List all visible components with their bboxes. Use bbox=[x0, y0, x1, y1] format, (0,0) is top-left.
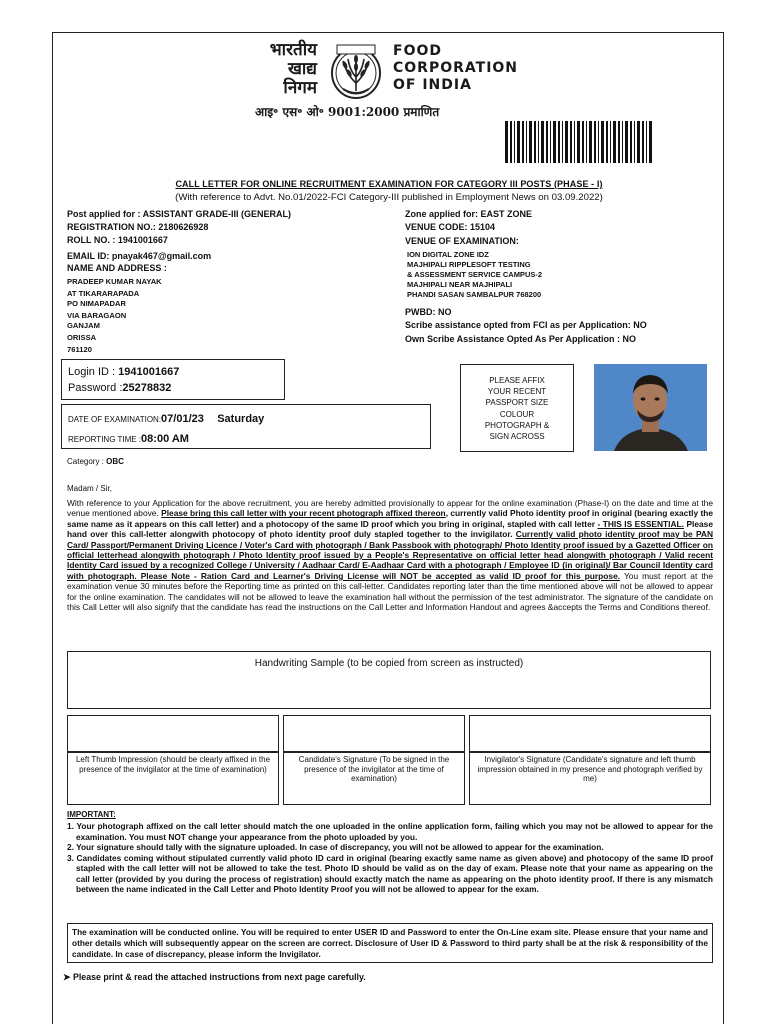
important-item: 2. Your signature should tally with the signature uploaded. In case of discrepancy, you will not be allowed to appear for the examination. bbox=[67, 842, 604, 852]
address-line: AT TIKARARAPADA bbox=[67, 289, 140, 298]
exam-date-label: DATE OF EXAMINATION: bbox=[68, 415, 162, 424]
page-title: CALL LETTER FOR ONLINE RECRUITMENT EXAMINATION FOR CATEGORY III POSTS (PHASE - I) bbox=[175, 179, 603, 189]
body-text: You must report at the examination venue 30 minutes before the Reporting time as printed on this call-letter. Candidates reporting later than the time mentioned above will not be allowed to appear for the online examination. The candidates will not be allowed to leave the examination hall without the permission of the test administrator. The signature of the candidate on this Call Letter will also signify that the candidate has read the instructions on the Call Letter and Information Handout and agrees &accepts the Terms and Conditions thereof. bbox=[67, 570, 713, 613]
barcode-bar bbox=[606, 121, 608, 163]
barcode-bar bbox=[601, 121, 604, 163]
address-line: PO NIMAPADAR bbox=[67, 299, 126, 308]
barcode-bar bbox=[634, 121, 635, 163]
barcode-bar bbox=[577, 121, 580, 163]
password-label: Password : bbox=[68, 382, 123, 394]
logo-hindi-line: खाद्य bbox=[287, 59, 317, 79]
email-id: EMAIL ID: pnayak467@gmail.com bbox=[67, 250, 212, 261]
photo-instruction-line: PASSPORT SIZE bbox=[485, 398, 549, 408]
address-line: GANJAM bbox=[67, 321, 100, 330]
logo-hindi-text bbox=[237, 41, 317, 98]
barcode-bar bbox=[637, 121, 640, 163]
arrow-right-icon: ➤ bbox=[63, 972, 71, 982]
photo-instruction-line: PLEASE AFFIX bbox=[489, 376, 545, 385]
barcode-bar bbox=[529, 121, 532, 163]
logo-english-line: FOOD bbox=[393, 43, 442, 59]
barcode-bar bbox=[646, 121, 647, 163]
barcode-bar bbox=[538, 121, 539, 163]
invigilator-signature-box bbox=[469, 715, 711, 752]
candidate-address bbox=[67, 277, 162, 355]
important-item: 3. Candidates coming without stipulated currently valid photo ID card in original (bearing exactly same name as given above) and photocopy of the same ID proof stapled with the call letter will not be allowed to take the test. Photo ID should be valid as on the day of exam. Please note that your name as appearing on the call letter (provided by you during the process of registration) should exactly match the name as appearing on the photo identity proof. If there is any mismatch between the name indicated in the Call Letter and Photo Identity Proof you will not be allowed to appear for the exam. bbox=[67, 852, 713, 894]
barcode-bar bbox=[510, 121, 512, 163]
barcode-bar bbox=[546, 121, 548, 163]
exam-day: Saturday bbox=[217, 413, 265, 425]
address-line: VIA BARAGAON bbox=[67, 311, 127, 320]
post-applied: Post applied for : ASSISTANT GRADE-III (GENERAL) bbox=[67, 209, 292, 219]
exam-date-value: 07/01/23 bbox=[161, 413, 204, 425]
important-label: IMPORTANT: bbox=[67, 810, 116, 819]
venue-line: MAJHIPALI RIPPLESOFT TESTING bbox=[407, 260, 531, 269]
candidate-signature-box bbox=[283, 715, 465, 752]
scribe-details bbox=[405, 306, 647, 346]
venue-line: MAJHIPALI NEAR MAJHIPALI bbox=[407, 280, 513, 289]
barcode-bar bbox=[562, 121, 563, 163]
barcode-bar bbox=[541, 121, 544, 163]
scribe-fci: Scribe assistance opted from FCI as per Application: NO bbox=[405, 320, 647, 330]
important-item: 1. Your photograph affixed on the call letter should match the one uploaded in the online application form, failing which you may not be allowed to appear for the examination. You must NOT change your appearance from the photo uploaded by you. bbox=[67, 821, 713, 842]
category bbox=[67, 457, 124, 466]
fci-emblem-icon bbox=[325, 43, 387, 101]
barcode-bar bbox=[649, 121, 652, 163]
barcode-bar bbox=[598, 121, 599, 163]
barcode-bar bbox=[594, 121, 596, 163]
barcode-bar bbox=[625, 121, 628, 163]
venue-address bbox=[407, 250, 542, 300]
reporting-time-label: REPORTING TIME : bbox=[68, 435, 142, 444]
barcode-bar bbox=[570, 121, 572, 163]
body-bold-text: Please hand over this call-letter alongwith photocopy of photo identity proof duly stapled together to the invigilator. bbox=[67, 518, 713, 540]
name-address-label: NAME AND ADDRESS : bbox=[67, 263, 167, 273]
roll-no: ROLL NO. : 1941001667 bbox=[67, 235, 168, 245]
barcode-bar bbox=[642, 121, 644, 163]
login-id-label: Login ID : bbox=[68, 366, 119, 378]
venue-line: ION DIGITAL ZONE IDZ bbox=[407, 250, 489, 259]
photo-instruction-line: PHOTOGRAPH & bbox=[484, 420, 550, 430]
candidate-signature-caption: Candidate's Signature (To be signed in the presence of the invigilator at the time of examination) bbox=[283, 752, 465, 805]
address-line: ORISSA bbox=[67, 333, 97, 342]
print-instruction bbox=[63, 972, 366, 983]
logo-hindi-line: निगम bbox=[283, 78, 317, 98]
login-id-value: 1941001667 bbox=[118, 366, 180, 378]
salutation: Madam / Sir, bbox=[67, 484, 112, 493]
pwbd: PWBD: NO bbox=[405, 307, 452, 317]
iso-certification: आइ॰ एस॰ ओ॰ 9001:2000 प्रमाणित bbox=[255, 105, 440, 119]
logo-hindi-line: भारतीय bbox=[269, 40, 317, 60]
important-list bbox=[67, 821, 713, 895]
body-emphasis: Please bring this call letter with your recent photograph affixed thereon bbox=[161, 508, 446, 519]
barcode-bar bbox=[630, 121, 632, 163]
barcode-bar bbox=[618, 121, 620, 163]
photo-instruction-line: YOUR RECENT bbox=[487, 387, 547, 397]
print-instruction-text: Please print & read the attached instructions from next page carefully. bbox=[73, 972, 366, 982]
photo-instruction-line: COLOUR bbox=[499, 409, 535, 419]
barcode-bar bbox=[514, 121, 515, 163]
logo-english-line: CORPORATION bbox=[393, 60, 519, 76]
page-subtitle: (With reference to Advt. No.01/2022-FCI Category-III published in Employment News on 03.09.2022) bbox=[175, 192, 603, 203]
venue-line: & ASSESSMENT SERVICE CAMPUS-2 bbox=[407, 270, 543, 279]
category-label: Category : bbox=[67, 457, 107, 466]
barcode-bar bbox=[582, 121, 584, 163]
candidate-photo bbox=[594, 364, 707, 451]
barcode-bar bbox=[550, 121, 551, 163]
category-value: OBC bbox=[106, 457, 124, 466]
candidate-details bbox=[67, 208, 291, 275]
thumb-impression-box bbox=[67, 715, 279, 752]
barcode-bar bbox=[505, 121, 508, 163]
barcode-bar bbox=[622, 121, 623, 163]
password-value: 25278832 bbox=[122, 382, 172, 394]
logo-english-text bbox=[393, 43, 518, 94]
barcode-bar bbox=[589, 121, 592, 163]
barcode-bar bbox=[558, 121, 560, 163]
handwriting-label: Handwriting Sample (to be copied from screen as instructed) bbox=[254, 658, 524, 669]
barcode-bar bbox=[574, 121, 575, 163]
logo-english-line: OF INDIA bbox=[393, 77, 472, 93]
barcode-bar bbox=[526, 121, 527, 163]
address-line: PRADEEP KUMAR NAYAK bbox=[67, 277, 162, 286]
barcode-bar bbox=[534, 121, 536, 163]
online-exam-notice: The examination will be conducted online. You will be required to enter USER ID and Password to enter the On-Line exam site. Please ensure that your name and other details which will subsequently appear on the screen are correct. Disclosure of User ID & Password to third party shall be at the risk & responsibility of the candidate. In case of discrepancy, please inform the Invigilator. bbox=[67, 923, 713, 963]
login-credentials-box bbox=[61, 359, 285, 400]
photo-instruction-line: SIGN ACROSS bbox=[489, 432, 545, 442]
barcode-bar bbox=[517, 121, 520, 163]
barcode-bar bbox=[565, 121, 568, 163]
address-line: 761120 bbox=[67, 345, 92, 354]
barcode-bar bbox=[553, 121, 556, 163]
exam-details bbox=[405, 208, 532, 248]
exam-date-box bbox=[61, 404, 431, 449]
zone-applied: Zone applied for: EAST ZONE bbox=[405, 209, 533, 219]
barcode-bar bbox=[586, 121, 587, 163]
barcode-bar bbox=[610, 121, 611, 163]
call-letter-page bbox=[52, 32, 724, 1024]
admission-paragraph bbox=[67, 498, 713, 612]
barcode-bar bbox=[522, 121, 524, 163]
scribe-own: Own Scribe Assistance Opted As Per Application : NO bbox=[405, 334, 637, 344]
body-text: With reference to your Application for the above recruitment, you are hereby admitted provisionally to appear for the online examination (Phase-I) on the date and time at the venue mentioned above. bbox=[67, 498, 713, 519]
photo-affix-box bbox=[460, 364, 574, 452]
barcode-icon bbox=[503, 121, 655, 163]
thumb-impression-caption: Left Thumb Impression (should be clearly affixed in the presence of the invigilator at the time of examination) bbox=[67, 752, 279, 805]
venue-label: VENUE OF EXAMINATION: bbox=[405, 236, 519, 246]
invigilator-signature-caption: Invigilator's Signature (Candidate's signature and left thumb impression obtained in my presence and photograph verified by me) bbox=[469, 752, 711, 805]
barcode-bar bbox=[613, 121, 616, 163]
id-proof-list: Currently valid photo identity proof may be PAN Card/ Passport/Permanent Driving Licence / Voter's Card with photograph / Bank Passbook with photograph/ Photo Identity proof issued by a Gazetted Officer on official letterhead alongwith photograph / Photo Identity proof issued by a People's Representative on official letter head alongwith photograph / Valid recent Identity Card issued by a recognized College / University / Aadhaar Card/ E-Aadhaar Card with a photograph / Employee ID (in original)/ Bar Council Identity card with photograph. Please Note - Ration Card and Learner's Driving License will NOT be accepted as valid ID proof for this purpose. bbox=[67, 529, 713, 581]
venue-code: VENUE CODE: 15104 bbox=[405, 221, 496, 232]
body-bold-text: , currently valid Photo identity proof in original (bearing exactly the same name as it appears on this call letter) and a photocopy of the same ID proof which you bring in original, stapled with call letter bbox=[67, 508, 714, 529]
body-emphasis: - THIS IS ESSENTIAL. bbox=[597, 518, 684, 529]
venue-line: PHANDI SASAN SAMBALPUR 768200 bbox=[407, 290, 542, 299]
handwriting-sample-box bbox=[67, 651, 711, 709]
reporting-time-value: 08:00 AM bbox=[141, 433, 189, 445]
registration-no: REGISTRATION NO.: 2180626928 bbox=[67, 221, 209, 232]
